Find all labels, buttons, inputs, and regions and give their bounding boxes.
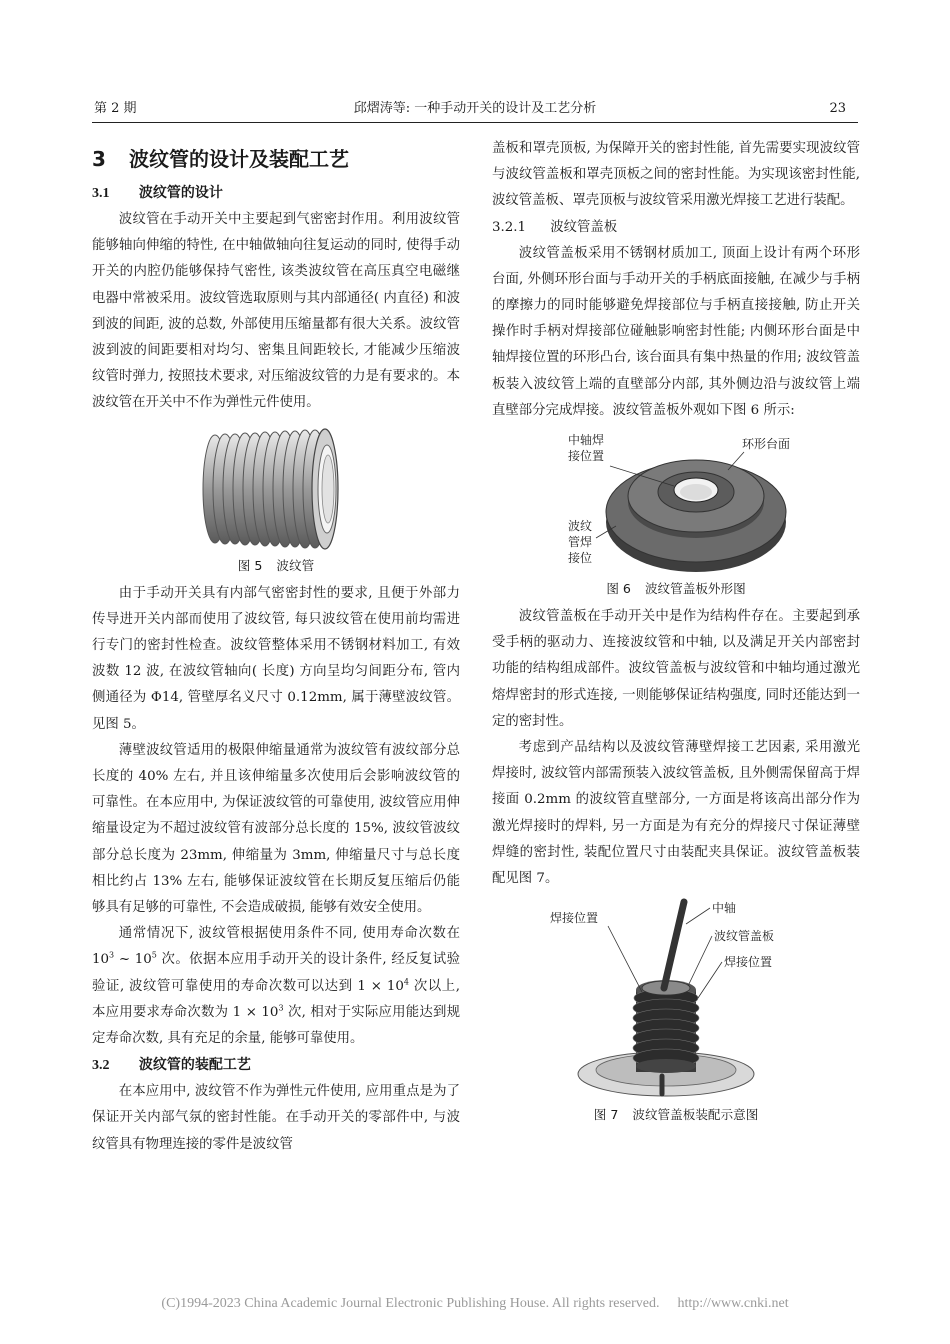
paragraph: 由于手动开关具有内部气密密封性的要求, 且便于外部力传导进开关内部而使用了波纹管, 每只波纹管在使用前均需进行专门的密封性检查。波纹管整体采用不锈钢材料加工, 有效波数 12 波, 在波纹管轴向( 长度) 方向呈均匀间距分布, 管内侧通径为 Φ14, 管壁厚名义尺寸 0.12mm, 属于薄壁波纹管。见图 5。 (92, 585, 460, 732)
text-run: ~ 10 (114, 952, 152, 968)
label-bellows-cover: 波纹管盖板 (714, 929, 775, 944)
assembly-image (536, 898, 816, 1104)
copyright-text: (C)1994-2023 China Academic Journal Electronic Publishing House. All rights reserved. (161, 1296, 660, 1311)
label-bellows-weld-line2: 管焊 (568, 535, 593, 550)
page-number: 23 (829, 101, 846, 116)
label-axis: 中轴 (712, 901, 737, 916)
cover-plate (606, 460, 786, 572)
paragraph: 波纹管在手动开关中主要起到气密密封作用。利用波纹管能够轴向伸缩的特性, 在中轴做轴向往复运动的同时, 使得手动开关的内腔仍能够保持气密性, 该类波纹管在高压真空电磁继电器中常被采用。波纹管选取原则与其内部通径( 内直径) 和波到波的间距, 波的总数, 外部使用压缩量都有很大关系。波纹管波到波的间距要相对均匀、密集且间距较长, 才能减少压缩波纹管时弹力, 按照技术要求, 对压缩波纹管的力是有要求的。本波纹管在开关中不作为弹性元件使用。 (92, 212, 460, 411)
figure-5 (92, 423, 460, 577)
exponent: 5 (151, 951, 157, 960)
leader-line (608, 926, 642, 992)
left-column (92, 136, 460, 1158)
paragraph: 薄壁波纹管适用的极限伸缩量通常为波纹管有波纹部分总长度的 40% 左右, 并且该伸缩量多次使用后会影响波纹管的可靠性。在本应用中, 为保证波纹管的可靠使用, 波纹管应用伸缩量设定为不超过波纹管有波部分总长度的 15%, 波纹管波纹部分总长度为 23mm, 伸缩量为 3mm, 伸缩量尺寸与总长度相比约占 13% 左右, 能够保证波纹管在长期反复压缩后仍能够具有足够的可靠性, 不会造成破损, 能够有效安全使用。 (92, 742, 460, 916)
paragraph: 波纹管盖板在手动开关中是作为结构件存在。主要起到承受手柄的驱动力、连接波纹管和中轴, 以及满足开关内部密封功能的结构组成部件。波纹管盖板与波纹管和中轴均通过激光熔焊密封的形式连接, 一则能够保证结构强度, 同时还能达到一定的密封性。 (492, 609, 860, 729)
figure-title: 波纹管盖板外形图 (644, 581, 746, 597)
exponent: 3 (109, 951, 115, 960)
paragraph-lifetime (92, 921, 460, 1052)
header-rule (92, 122, 858, 123)
leader-line (688, 936, 712, 986)
label-axis-weld-line2: 接位置 (568, 449, 605, 464)
label-axis-weld-line1: 中轴焊 (568, 433, 605, 448)
paragraph: 盖板和罩壳顶板, 为保障开关的密封性能, 首先需要实现波纹管与波纹管盖板和罩壳顶板之间的密封性能。为实现该密封性能, 波纹管盖板、罩壳顶板与波纹管采用激光焊接工艺进行装配。 (492, 141, 860, 209)
figure-7 (492, 898, 860, 1126)
figure-number: 图 7 (593, 1107, 619, 1123)
subsection-title: 波纹管盖板 (550, 219, 618, 235)
leader-line (698, 962, 722, 998)
paragraph: 波纹管盖板采用不锈钢材质加工, 顶面上设计有两个环形台面, 外侧环形台面与手动开关的手柄底面接触, 在减少与手柄的摩擦力的同时能够避免焊接部位与手柄直接接触, 防止开关操作时手柄对焊接部位碰触影响密封性能; 内侧环形台面是中轴焊接位置的环形凸台, 该台面具有集中热量的作用; 波纹管盖板装入波纹管上端的直壁部分内部, 其外侧边沿与波纹管上端直壁部分完成焊接。波纹管盖板外观如下图 6 所示: (492, 245, 860, 418)
bellows-image (201, 423, 351, 555)
footer-url[interactable]: http://www.cnki.net (677, 1296, 789, 1311)
label-weld-position-right: 焊接位置 (724, 955, 773, 970)
label-weld-position-left: 焊接位置 (550, 911, 599, 926)
figure-number: 图 6 (606, 581, 631, 597)
subsection-number: 3.2 (92, 1058, 110, 1074)
subsection-number: 3.2.1 (492, 219, 527, 235)
label-ring-surface: 环形台面 (742, 437, 791, 452)
paragraph: 考虑到产品结构以及波纹管薄壁焊接工艺因素, 采用激光焊接时, 波纹管内部需预装入波纹管盖板, 且外侧需保留高于焊接面 0.2mm 的波纹管直壁部分, 一方面是将该高出部分作为激光焊接时的焊料, 另一方面是为有充分的焊接尺寸保证薄壁焊缝的密封性, 装配位置尺寸由装配夹具保证。波纹管盖板装配见图 7。 (492, 740, 860, 887)
figure-title: 波纹管盖板装配示意图 (632, 1107, 759, 1123)
bellows-cover-image (546, 430, 806, 578)
section-title: 波纹管的设计及装配工艺 (128, 147, 349, 171)
exponent: 4 (403, 977, 409, 987)
subsection-3-2-heading (92, 1052, 460, 1079)
text-run: 通常情况下, 波纹管根据使用条件不同, 使用寿命次数在 10 (92, 926, 460, 968)
section-number: 3 (92, 147, 106, 171)
right-column (492, 136, 860, 1130)
subsection-3-2-1-heading (492, 215, 860, 241)
copyright-footer (0, 1296, 950, 1312)
bellows-convolutions (203, 429, 338, 549)
subsection-title: 波纹管的装配工艺 (138, 1057, 251, 1074)
figure-6-caption (492, 578, 860, 600)
figure-number: 图 5 (237, 557, 263, 573)
subsection-number: 3.1 (92, 186, 110, 201)
running-header (92, 98, 858, 120)
figure-7-caption (492, 1104, 860, 1126)
text-run: 次以上, 本应用要求寿命次数为 1 × 10 (92, 978, 460, 1020)
figure-title: 波纹管 (276, 557, 315, 573)
running-title: 邱熠涛等: 一种手动开关的设计及工艺分析 (353, 101, 597, 116)
subsection-title: 波纹管的设计 (138, 185, 223, 201)
label-bellows-weld-line3: 接位 (568, 551, 593, 566)
label-bellows-weld-line1: 波纹 (568, 519, 593, 534)
text-run: 次。依据本应用手动开关的设计条件, 经反复试验验证, 波纹管可靠使用的寿命次数可以达到 1 × 10 (92, 952, 460, 994)
text-run: 次, 相对于实际应用能达到规定寿命次数, 具有充足的余量, 能够可靠使用。 (92, 1004, 460, 1047)
issue-number: 第 2 期 (94, 101, 137, 116)
leader-line (686, 908, 710, 924)
exponent: 3 (278, 1003, 284, 1013)
figure-6 (492, 430, 860, 600)
subsection-3-1-heading (92, 180, 460, 207)
paragraph: 在本应用中, 波纹管不作为弹性元件使用, 应用重点是为了保证开关内部气氛的密封性能。在手动开关的零部件中, 与波纹管具有物理连接的零件是波纹管 (92, 1084, 460, 1152)
figure-5-caption (92, 555, 460, 577)
section-3-heading (92, 144, 460, 174)
